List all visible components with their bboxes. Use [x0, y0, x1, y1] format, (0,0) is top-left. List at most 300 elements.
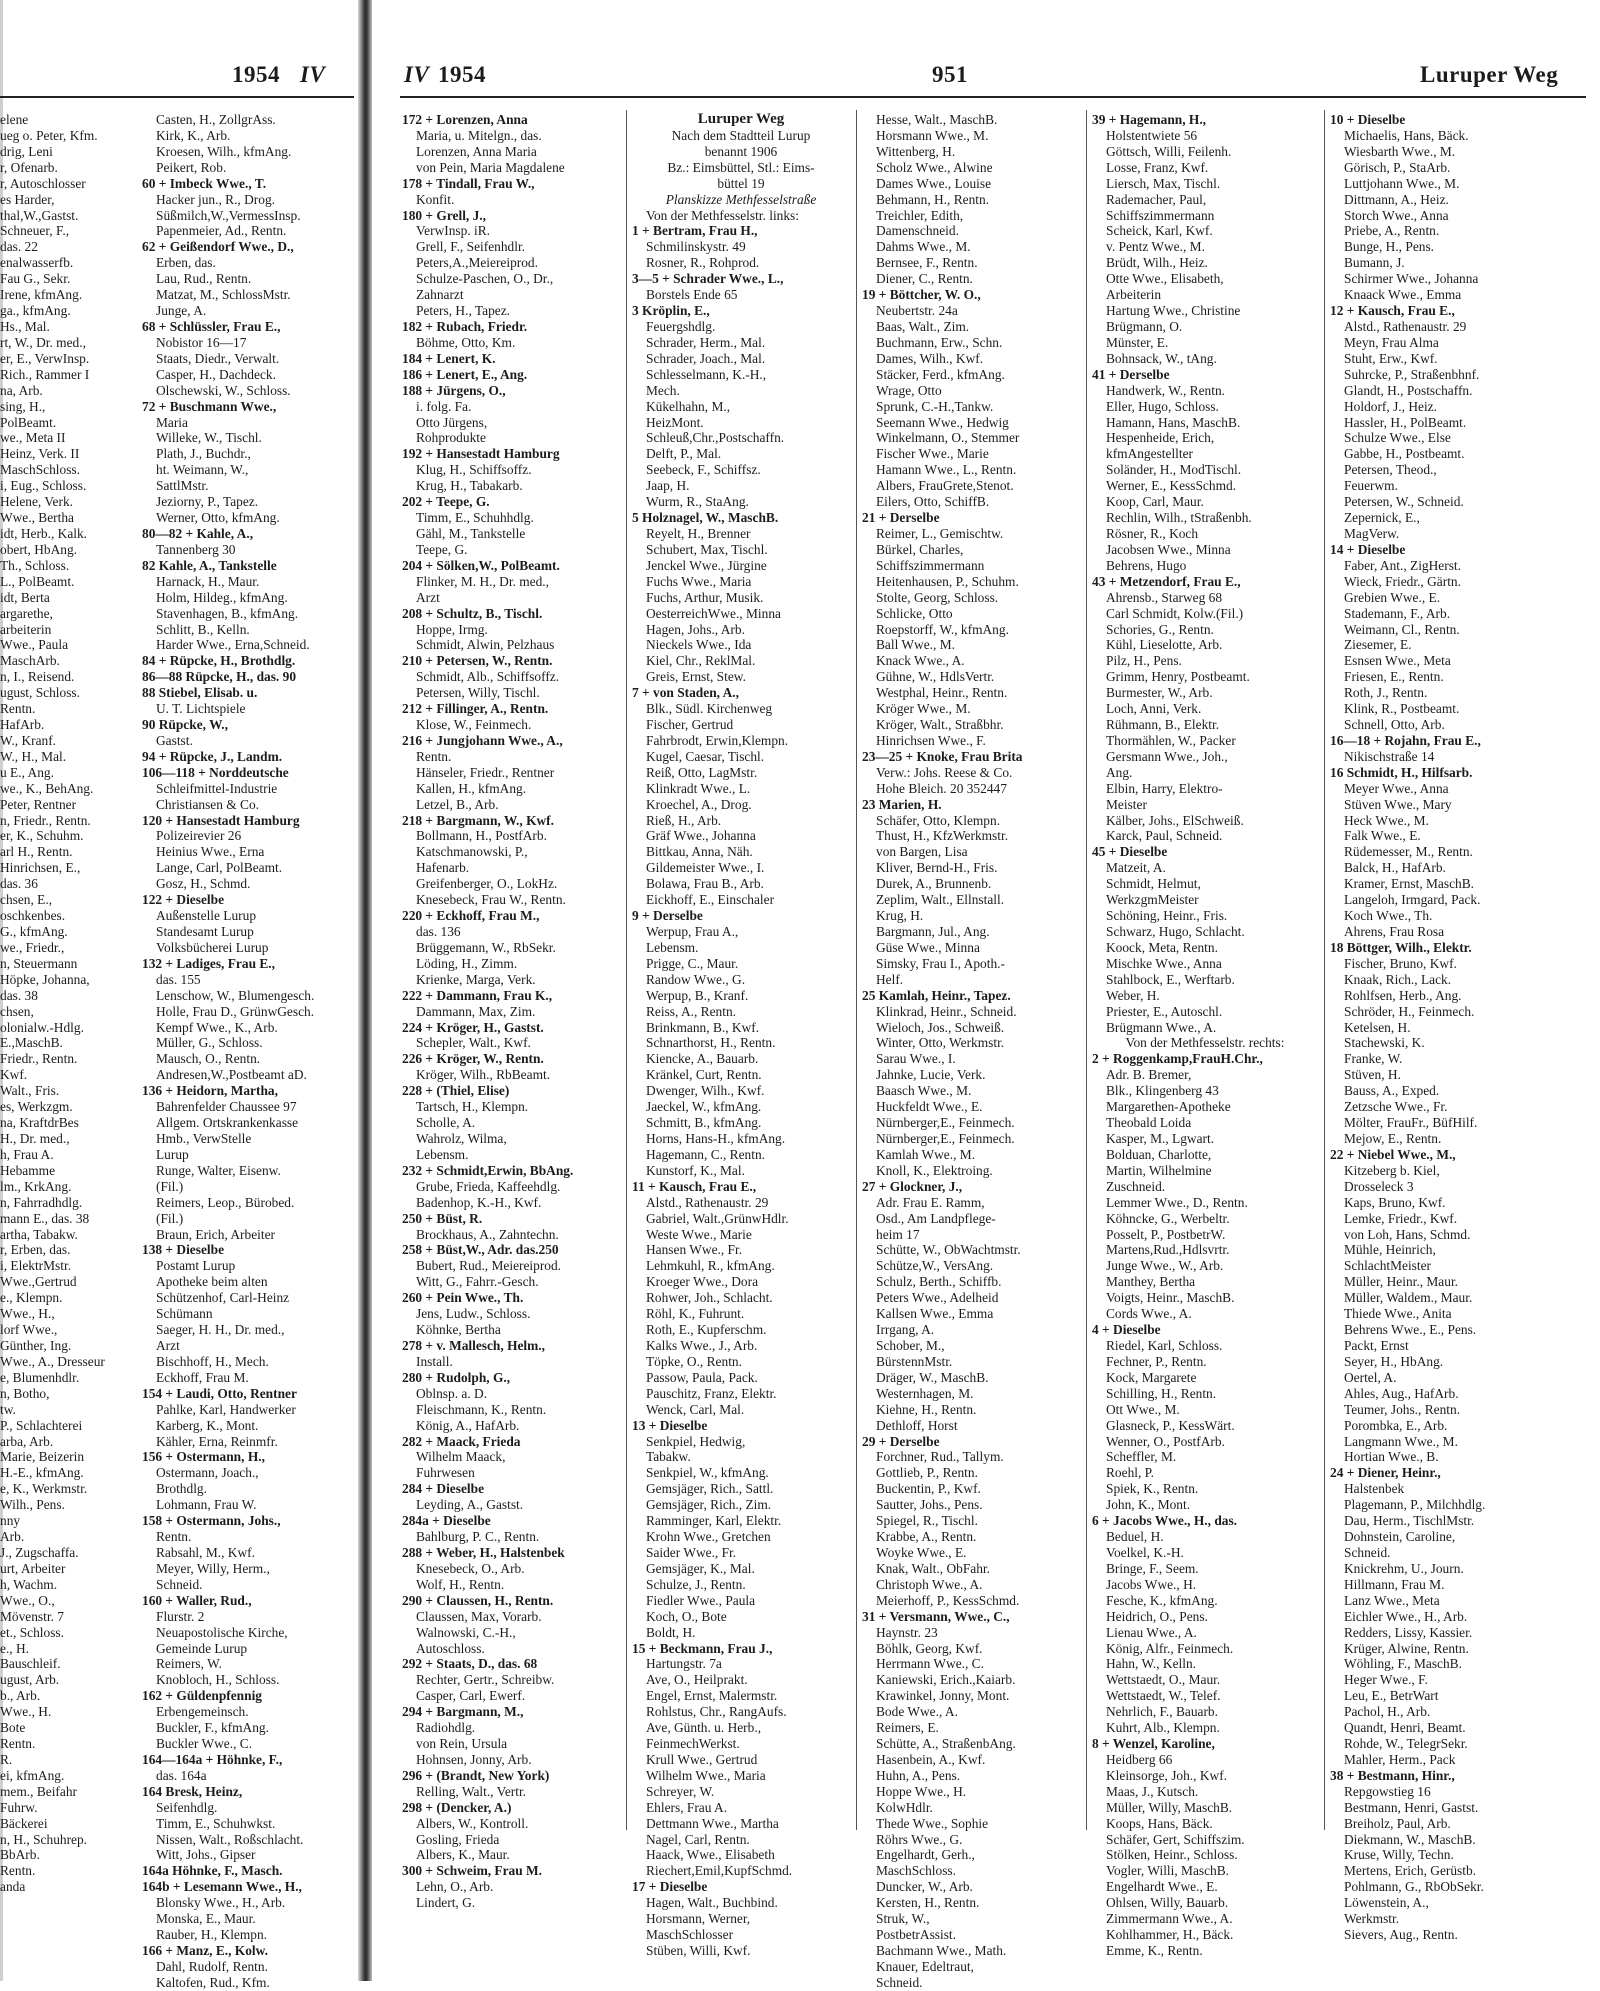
left-page — [0, 0, 354, 1990]
resident-entry: von Bargen, Lisa — [876, 844, 968, 860]
resident-entry: Rohwer, Joh., Schlacht. — [646, 1290, 773, 1306]
resident-entry: Mölter, FrauFr., BüfHilf. — [1344, 1115, 1478, 1131]
resident-entry: r, Autoschlosser — [0, 175, 86, 191]
resident-entry: Loch, Anni, Verk. — [1106, 701, 1202, 717]
resident-entry: Lorenzen, Anna Maria — [416, 143, 537, 159]
resident-entry: Gabriel, Walt.,GrünwHdlr. — [646, 1210, 789, 1226]
resident-entry: Pohlmann, G., RbObSekr. — [1344, 1879, 1484, 1895]
resident-entry: Delft, P., Mal. — [646, 446, 722, 462]
house-number-entry: 228 + (Thiel, Elise) — [402, 1083, 510, 1099]
house-number-entry: 184 + Lenert, K. — [402, 350, 496, 366]
resident-entry: Fesche, K., kfmAng. — [1106, 1592, 1218, 1608]
resident-entry: Schümann — [156, 1306, 213, 1322]
resident-entry: Güse Wwe., Minna — [876, 939, 980, 955]
house-number-entry: 86—88 Rüpcke, H., das. 90 — [142, 669, 297, 685]
resident-entry: Kröger Wwe., M. — [876, 701, 971, 717]
resident-entry: tw. — [0, 1401, 16, 1417]
resident-entry: anda — [0, 1879, 26, 1895]
resident-entry: Oertel, A. — [1344, 1369, 1397, 1385]
resident-entry: Kühl, Lieselotte, Arb. — [1106, 637, 1223, 653]
resident-entry: Bollmann, H., PostfArb. — [416, 828, 547, 844]
resident-entry: Beduel, H. — [1106, 1529, 1164, 1545]
resident-entry: das. 164a — [156, 1767, 207, 1783]
resident-entry: Rohlfsen, Herb., Ang. — [1344, 987, 1462, 1003]
house-number-entry: 18 Böttger, Wilh., Elektr. — [1330, 939, 1472, 955]
resident-entry: Ang. — [1106, 764, 1133, 780]
house-number-entry: 154 + Laudi, Otto, Rentner — [142, 1385, 297, 1401]
resident-entry: Erben, das. — [156, 255, 216, 271]
resident-entry: Stüven, H. — [1344, 1067, 1401, 1083]
resident-entry: Mejow, E., Rentn. — [1344, 1131, 1442, 1146]
resident-entry: Forchner, Rud., Tallym. — [876, 1449, 1004, 1465]
resident-entry: U. T. Lichtspiele — [156, 701, 246, 717]
resident-entry: von Rein, Ursula — [416, 1736, 508, 1752]
resident-entry: das. 136 — [416, 924, 461, 940]
resident-entry: Carl Schmidt, Kolw.(Fil.) — [1106, 605, 1244, 621]
resident-entry: n, H., Schuhrep. — [0, 1831, 88, 1847]
resident-entry: Glandt, H., Postschaffn. — [1344, 382, 1473, 398]
resident-entry: Monska, E., Maur. — [156, 1911, 256, 1927]
resident-entry: Rentn. — [0, 1736, 36, 1752]
resident-entry: Lindert, G. — [416, 1895, 476, 1911]
house-number-entry: 218 + Bargmann, W., Kwf. — [402, 812, 554, 828]
house-number-entry: 180 + Grell, J., — [402, 207, 486, 223]
resident-entry: Wolf, H., Rentn. — [416, 1576, 505, 1592]
resident-entry: Gräf Wwe., Johanna — [646, 828, 756, 844]
resident-entry: Gottlieb, P., Rentn. — [876, 1465, 978, 1481]
resident-entry: J., Zugschaffa. — [0, 1544, 79, 1560]
resident-entry: Treichler, Edith, — [876, 207, 964, 223]
resident-entry: Leyding, A., Gastst. — [416, 1497, 524, 1513]
resident-entry: Heidrich, O., Pens. — [1106, 1608, 1208, 1624]
house-number-entry: 24 + Diener, Heinr., — [1330, 1465, 1441, 1481]
resident-entry: Hacker jun., R., Drog. — [156, 191, 275, 207]
resident-entry: Schnell, Otto, Arb. — [1344, 717, 1445, 733]
resident-entry: Plath, J., Buchdr., — [156, 446, 251, 462]
resident-entry: Apotheke beim alten — [156, 1274, 268, 1290]
resident-entry: Ramminger, Karl, Elektr. — [646, 1513, 782, 1529]
directory-column — [142, 112, 352, 1990]
house-number-entry: 222 + Dammann, Frau K., — [402, 987, 553, 1003]
resident-entry: Kröger, Walt., Straßbhr. — [876, 717, 1004, 733]
resident-entry: Albers, W., Kontroll. — [416, 1815, 529, 1831]
resident-entry: Kwf. — [0, 1067, 28, 1083]
resident-entry: ht. Weimann, W., — [156, 462, 249, 478]
resident-entry: Stolte, Georg, Schloss. — [876, 589, 999, 605]
book-gutter — [358, 0, 372, 1981]
resident-entry: Wieck, Friedr., Gärtn. — [1344, 573, 1461, 589]
resident-entry: Pachol, H., Arb. — [1344, 1704, 1431, 1720]
resident-entry: Hahn, W., Kelln. — [1106, 1656, 1197, 1672]
resident-entry: n, Steuermann — [0, 955, 78, 971]
resident-entry: WerkzgmMeister — [1106, 892, 1199, 908]
resident-entry: Jaeckel, W., kfmAng. — [646, 1099, 762, 1115]
resident-entry: elene — [0, 112, 29, 127]
resident-entry: Osd., Am Landpflege- — [876, 1210, 996, 1226]
resident-entry: PolBeamt. — [0, 414, 57, 430]
resident-entry: Gemeinde Lurup — [156, 1640, 248, 1656]
house-number-entry: 11 + Kausch, Frau E., — [632, 1178, 757, 1194]
resident-entry: Holm, Hildeg., kfmAng. — [156, 589, 288, 605]
resident-entry: Kroesen, Wilh., kfmAng. — [156, 143, 292, 159]
resident-entry: Weste Wwe., Marie — [646, 1226, 752, 1242]
resident-entry: we., Meta II — [0, 430, 66, 446]
resident-entry: Posselt, P., PostbetrW. — [1106, 1226, 1226, 1242]
resident-entry: Böhme, Otto, Km. — [416, 334, 516, 350]
house-number-entry: 188 + Jürgens, O., — [402, 382, 506, 398]
resident-entry: Lanz Wwe., Meta — [1344, 1592, 1440, 1608]
resident-entry: Arbeiterin — [1106, 287, 1162, 303]
house-number-entry: 288 + Weber, H., Halstenbek — [402, 1544, 565, 1560]
resident-entry: Franke, W. — [1344, 1051, 1403, 1067]
resident-entry: Kugel, Caesar, Tischl. — [646, 748, 765, 764]
resident-entry: Schirmer Wwe., Johanna — [1344, 271, 1479, 287]
resident-entry: Schneid. — [156, 1576, 203, 1592]
resident-entry: Lurup — [156, 1146, 189, 1162]
house-number-entry: 122 + Dieselbe — [142, 892, 225, 908]
house-number-entry: 7 + von Staden, A., — [632, 685, 739, 701]
resident-entry: Bolawa, Frau B., Arb. — [646, 876, 764, 892]
resident-entry: Krabbe, A., Rentn. — [876, 1529, 977, 1545]
resident-entry: Weber, H. — [1106, 987, 1160, 1003]
resident-entry: Hagen, Walt., Buchbind. — [646, 1895, 778, 1911]
resident-entry: Emme, K., Rentn. — [1106, 1943, 1203, 1959]
resident-entry: MaschSchlosser — [646, 1927, 734, 1943]
resident-entry: Westernhagen, M. — [876, 1385, 974, 1401]
resident-entry: Bäckerei — [0, 1815, 48, 1831]
directory-column — [0, 112, 132, 1969]
resident-entry: Rademacher, Paul, — [1106, 191, 1207, 207]
resident-entry: Gosling, Frieda — [416, 1831, 500, 1847]
resident-entry: r, Ofenarb. — [0, 159, 58, 175]
resident-entry: Kallsen Wwe., Emma — [876, 1306, 994, 1322]
resident-entry: Dames Wwe., Louise — [876, 175, 992, 191]
resident-entry: Wwe., O., — [0, 1592, 55, 1608]
resident-entry: Martens,Rud.,Hdlsvrtr. — [1106, 1242, 1230, 1258]
resident-entry: Buchmann, Erw., Schn. — [876, 334, 1003, 350]
resident-entry: Baas, Walt., Zim. — [876, 318, 970, 334]
resident-entry: Hagemann, C., Rentn. — [646, 1146, 766, 1162]
house-number-entry: 19 + Böttcher, W. O., — [862, 287, 981, 303]
resident-entry: Ave, O., Heilprakt. — [646, 1672, 748, 1688]
resident-entry: Kaltofen, Rud., Kfm. — [156, 1974, 270, 1990]
resident-entry: Mühle, Heinrich, — [1344, 1242, 1436, 1258]
resident-entry: Randow Wwe., G. — [646, 971, 746, 987]
left-page-year: 1954 — [232, 62, 280, 87]
resident-entry: MaschArb. — [0, 653, 60, 669]
resident-entry: Kälber, Johs., ElSchweiß. — [1106, 812, 1244, 828]
resident-entry: Heitenhausen, P., Schuhm. — [876, 573, 1019, 589]
directory-column — [402, 112, 620, 1969]
resident-entry: Harnack, H., Maur. — [156, 573, 260, 589]
resident-entry: Horns, Hans-H., kfmAng. — [646, 1131, 786, 1146]
house-number-entry: 39 + Hagemann, H., — [1092, 112, 1207, 127]
resident-entry: Dettmann Wwe., Martha — [646, 1815, 779, 1831]
resident-entry: Lebensm. — [416, 1146, 469, 1162]
resident-entry: Brüggemann, W., RbSekr. — [416, 939, 556, 955]
resident-entry: Klinkradt Wwe., L. — [646, 780, 751, 796]
resident-entry: Gastst. — [156, 732, 193, 748]
resident-entry: Gähl, M., Tankstelle — [416, 525, 526, 541]
resident-entry: Nissen, Walt., Roßschlacht. — [156, 1831, 304, 1847]
resident-entry: Huhn, A., Pens. — [876, 1767, 961, 1783]
resident-entry: Bubert, Rud., Meiereiprod. — [416, 1258, 562, 1274]
resident-entry: Hillmann, Frau M. — [1344, 1576, 1445, 1592]
resident-entry: Koch Wwe., Th. — [1344, 908, 1433, 924]
resident-entry: Haynstr. 23 — [876, 1624, 938, 1640]
resident-entry: Hassler, H., PolBeamt. — [1344, 414, 1467, 430]
resident-entry: es Harder, — [0, 191, 55, 207]
resident-entry: Wieloch, Jos., Schweiß. — [876, 1019, 1005, 1035]
resident-entry: Schröder, H., Feinmech. — [1344, 1003, 1475, 1019]
resident-entry: Brügmann, O. — [1106, 318, 1183, 334]
resident-entry: Langmann Wwe., M. — [1344, 1433, 1458, 1449]
resident-entry: Gemsjäger, Rich., Sattl. — [646, 1481, 774, 1497]
resident-entry: Lienau Wwe., A. — [1106, 1624, 1197, 1640]
house-number-entry: 182 + Rubach, Friedr. — [402, 318, 528, 334]
resident-entry: BbArb. — [0, 1847, 40, 1863]
resident-entry: Bahlburg, P. C., Rentn. — [416, 1529, 540, 1545]
resident-entry: Tartsch, H., Klempn. — [416, 1099, 529, 1115]
resident-entry: Reimers, E. — [876, 1720, 939, 1736]
resident-entry: Mahler, Herm., Pack — [1344, 1751, 1456, 1767]
resident-entry: v. Pentz Wwe., M. — [1106, 239, 1205, 255]
resident-entry: Wiesbarth Wwe., M. — [1344, 143, 1456, 159]
resident-entry: Bauschleif. — [0, 1656, 61, 1672]
resident-entry: i, ElektrMstr. — [0, 1258, 72, 1274]
resident-entry: Kamlah Wwe., M. — [876, 1146, 976, 1162]
resident-entry: Gemsjäger, Rich., Zim. — [646, 1497, 772, 1513]
resident-entry: Hebamme — [0, 1162, 56, 1178]
resident-entry: Witt, Johs., Gipser — [156, 1847, 256, 1863]
resident-entry: Westphal, Heinr., Rentn. — [876, 685, 1008, 701]
resident-entry: Holdorf, J., Heiz. — [1344, 398, 1437, 414]
resident-entry: Schulze Wwe., Else — [1344, 430, 1451, 446]
resident-entry: Suhrcke, P., Straßenbhnf. — [1344, 366, 1480, 382]
page-number: 951 — [932, 62, 968, 87]
house-number-entry: 282 + Maack, Frieda — [402, 1433, 521, 1449]
resident-entry: Karberg, K., Mont. — [156, 1417, 259, 1433]
resident-entry: Fechner, P., Rentn. — [1106, 1353, 1207, 1369]
resident-entry: Drosseleck 3 — [1344, 1178, 1414, 1194]
resident-entry: Stachewski, K. — [1344, 1035, 1425, 1051]
resident-entry: Werner, E., KessSchmd. — [1106, 478, 1237, 494]
house-number-entry: 16—18 + Rojahn, Frau E., — [1330, 732, 1481, 748]
resident-entry: Peter, Rentner — [0, 796, 77, 812]
resident-entry: Rohde, W., TelegrSekr. — [1344, 1736, 1468, 1752]
house-number-entry: 45 + Dieselbe — [1092, 844, 1168, 860]
resident-entry: HafArb. — [0, 717, 45, 733]
resident-entry: Schrader, Joach., Mal. — [646, 350, 766, 366]
resident-entry: H., Dr. med., — [0, 1131, 70, 1146]
directory-column — [1092, 112, 1318, 1969]
resident-entry: Voelkel, K.-H. — [1106, 1544, 1184, 1560]
resident-entry: Gabbe, H., Postbeamt. — [1344, 446, 1465, 462]
resident-entry: r, Erben, das. — [0, 1242, 71, 1258]
house-number-entry: 88 Stiebel, Elisab. u. — [142, 685, 258, 701]
resident-entry: Schiffszimmermann — [876, 557, 985, 573]
resident-entry: Kroechel, A., Drog. — [646, 796, 752, 812]
resident-entry: Hinrichsen Wwe., F. — [876, 732, 986, 748]
house-number-entry: 8 + Wenzel, Karoline, — [1092, 1736, 1215, 1752]
resident-entry: PostbetrAssist. — [876, 1927, 956, 1943]
resident-entry: SattlMstr. — [156, 478, 209, 494]
resident-entry: ueg o. Peter, Kfm. — [0, 127, 98, 143]
resident-entry: Petersen, Theod., — [1344, 462, 1437, 478]
resident-entry: we., K., BehAng. — [0, 780, 94, 796]
resident-entry: Redders, Lissy, Kassier. — [1344, 1624, 1473, 1640]
resident-entry: Stademann, F., Arb. — [1344, 605, 1451, 621]
house-number-entry: 9 + Derselbe — [632, 908, 703, 924]
resident-entry: VerwInsp. iR. — [416, 223, 491, 239]
resident-entry: Schlitt, B., Kelln. — [156, 621, 250, 637]
resident-entry: Kähler, Erna, Reinmfr. — [156, 1433, 278, 1449]
resident-entry: Schneid. — [876, 1974, 923, 1990]
resident-entry: Hartungstr. 7a — [646, 1656, 722, 1672]
resident-entry: Friedr., Rentn. — [0, 1051, 78, 1067]
resident-entry: Buckler Wwe., C. — [156, 1736, 253, 1752]
resident-entry: Saeger, H. H., Dr. med., — [156, 1322, 285, 1338]
house-number-entry: 16 Schmidt, H., Hilfsarb. — [1330, 764, 1473, 780]
resident-entry: Cords Wwe., A. — [1106, 1306, 1192, 1322]
resident-entry: Gosz, H., Schmd. — [156, 876, 251, 892]
resident-entry: Greis, Ernst, Stew. — [646, 669, 746, 685]
resident-entry: Bargmann, Jul., Ang. — [876, 924, 990, 940]
resident-entry: Thormählen, W., Packer — [1106, 732, 1236, 748]
resident-entry: Walnowski, C.-H., — [416, 1624, 516, 1640]
resident-entry: Fiedler Wwe., Paula — [646, 1592, 756, 1608]
resident-entry: chsen, — [0, 1003, 34, 1019]
resident-entry: Wwe., Paula — [0, 637, 69, 653]
resident-entry: idt, Berta — [0, 589, 50, 605]
resident-entry: Volksbücherei Lurup — [156, 939, 269, 955]
house-number-entry: 90 Rüpcke, W., — [142, 717, 228, 733]
resident-entry: W., Kranf. — [0, 732, 57, 748]
resident-entry: Krawinkel, Jonny, Mont. — [876, 1688, 1010, 1704]
column-divider — [1324, 110, 1325, 1830]
resident-entry: b., Arb. — [0, 1688, 41, 1704]
resident-entry: Neuapostolische Kirche, — [156, 1624, 288, 1640]
resident-entry: Jaap, H. — [646, 478, 690, 494]
resident-entry: Handwerk, W., Rentn. — [1106, 382, 1226, 398]
house-number-entry: 17 + Dieselbe — [632, 1879, 708, 1895]
resident-entry: FeinmechWerkst. — [646, 1736, 740, 1752]
house-number-entry: 22 + Niebel Wwe., M., — [1330, 1146, 1456, 1162]
right-page-year: 1954 — [438, 62, 486, 87]
resident-entry: Kunstorf, K., Mal. — [646, 1162, 745, 1178]
resident-entry: et., Schloss. — [0, 1624, 64, 1640]
resident-entry: Knesebeck, O., Arb. — [416, 1560, 525, 1576]
resident-entry: Esnsen Wwe., Meta — [1344, 653, 1451, 669]
resident-entry: Rühmann, B., Elektr. — [1106, 717, 1220, 733]
resident-entry: Werkmstr. — [1344, 1911, 1400, 1927]
resident-entry: Diener, C., Rentn. — [876, 271, 973, 287]
resident-entry: Friesen, E., Rentn. — [1344, 669, 1444, 685]
resident-entry: Junge Wwe., W., Arb. — [1106, 1258, 1224, 1274]
resident-entry: Ahrens, Frau Rosa — [1344, 924, 1445, 940]
resident-entry: Mertens, Erich, Gerüstb. — [1344, 1863, 1477, 1879]
resident-entry: Hohnsen, Jonny, Arb. — [416, 1751, 532, 1767]
resident-entry: Hoppe Wwe., H. — [876, 1783, 967, 1799]
resident-entry: rt, W., Dr. med., — [0, 334, 86, 350]
resident-entry: Eilers, Otto, SchiffB. — [876, 494, 990, 510]
resident-entry: Meierhoff, P., KessSchmd. — [876, 1592, 1020, 1608]
resident-entry: Autoschloss. — [416, 1640, 485, 1656]
resident-entry: MagVerw. — [1344, 525, 1400, 541]
resident-entry: Peters, H., Tapez. — [416, 303, 511, 319]
resident-entry: Müller, Heinr., Maur. — [1344, 1274, 1459, 1290]
resident-entry: Koch, O., Bote — [646, 1608, 727, 1624]
resident-entry: Casper, Carl, Ewerf. — [416, 1688, 526, 1704]
resident-entry: Günther, Ing. — [0, 1337, 72, 1353]
resident-entry: chsen, E., — [0, 892, 53, 908]
resident-entry: Christiansen & Co. — [156, 796, 260, 812]
resident-entry: Jacobs Wwe., H. — [1106, 1576, 1197, 1592]
resident-entry: Letzel, B., Arb. — [416, 796, 499, 812]
resident-entry: Brothdlg. — [156, 1481, 207, 1497]
resident-entry: e., H. — [0, 1640, 30, 1656]
house-number-entry: 23 Marien, H. — [862, 796, 942, 812]
resident-entry: Klinkrad, Heinr., Schneid. — [876, 1003, 1017, 1019]
resident-entry: Petersen, W., Schneid. — [1344, 494, 1464, 510]
resident-entry: Senkpiel, W., kfmAng. — [646, 1465, 769, 1481]
resident-entry: Woyke Wwe., E. — [876, 1544, 967, 1560]
house-number-entry: 292 + Staats, D., das. 68 — [402, 1656, 538, 1672]
resident-entry: Hänseler, Friedr., Rentner — [416, 764, 555, 780]
resident-entry: Schlicke, Otto — [876, 605, 953, 621]
resident-entry: Hs., Mal. — [0, 318, 50, 334]
resident-entry: Feuerwm. — [1344, 478, 1398, 494]
resident-entry: na, KraftdrBes — [0, 1115, 79, 1131]
resident-entry: Meyer Wwe., Anna — [1344, 780, 1449, 796]
resident-entry: Katschmanowski, P., — [416, 844, 528, 860]
resident-entry: Scholle, A. — [416, 1115, 476, 1131]
resident-entry: Rentn. — [0, 1863, 36, 1879]
resident-entry: Schütte, W., ObWachtmstr. — [876, 1242, 1021, 1258]
resident-entry: Krug, H., Tabakarb. — [416, 478, 523, 494]
resident-entry: Peters,A.,Meiereiprod. — [416, 255, 538, 271]
resident-entry: Winkelmann, O., Stemmer — [876, 430, 1020, 446]
resident-entry: Faber, Ant., ZigHerst. — [1344, 557, 1461, 573]
house-number-entry: 72 + Buschmann Wwe., — [142, 398, 277, 414]
resident-entry: von Pein, Maria Magdalene — [416, 159, 565, 175]
resident-entry: Grimm, Henry, Postbeamt. — [1106, 669, 1250, 685]
resident-entry: Irene, kfmAng. — [0, 287, 83, 303]
house-number-entry: 6 + Jacobs Wwe., H., das. — [1092, 1513, 1238, 1529]
house-number-entry: 278 + v. Mallesch, Helm., — [402, 1337, 546, 1353]
resident-entry: Seyer, H., HbAng. — [1344, 1353, 1444, 1369]
resident-entry: Außenstelle Lurup — [156, 908, 257, 924]
resident-entry: lm., KrkAng. — [0, 1178, 72, 1194]
resident-entry: Elbin, Harry, Elektro- — [1106, 780, 1223, 796]
resident-entry: Langeloh, Irmgard, Pack. — [1344, 892, 1481, 908]
resident-entry: Arb. — [0, 1529, 25, 1545]
resident-entry: Meister — [1106, 796, 1147, 812]
directory-column — [632, 112, 850, 1969]
resident-entry: Gühne, W., HdlsVertr. — [876, 669, 995, 685]
resident-entry: Krug, H. — [876, 908, 924, 924]
resident-entry: Bittkau, Anna, Näh. — [646, 844, 753, 860]
resident-entry: Krienke, Marga, Verk. — [416, 971, 536, 987]
resident-entry: Arzt — [156, 1337, 180, 1353]
resident-entry: Lohmann, Frau W. — [156, 1497, 257, 1513]
resident-entry: Seebeck, F., Schiffsz. — [646, 462, 761, 478]
resident-entry: Brügmann Wwe., A. — [1106, 1019, 1217, 1035]
resident-entry: Wenck, Carl, Mal. — [646, 1401, 745, 1417]
resident-entry: Polizeirevier 26 — [156, 828, 242, 844]
resident-entry: Stölken, Heinr., Schloss. — [1106, 1847, 1238, 1863]
house-number-entry: 156 + Ostermann, H., — [142, 1449, 265, 1465]
